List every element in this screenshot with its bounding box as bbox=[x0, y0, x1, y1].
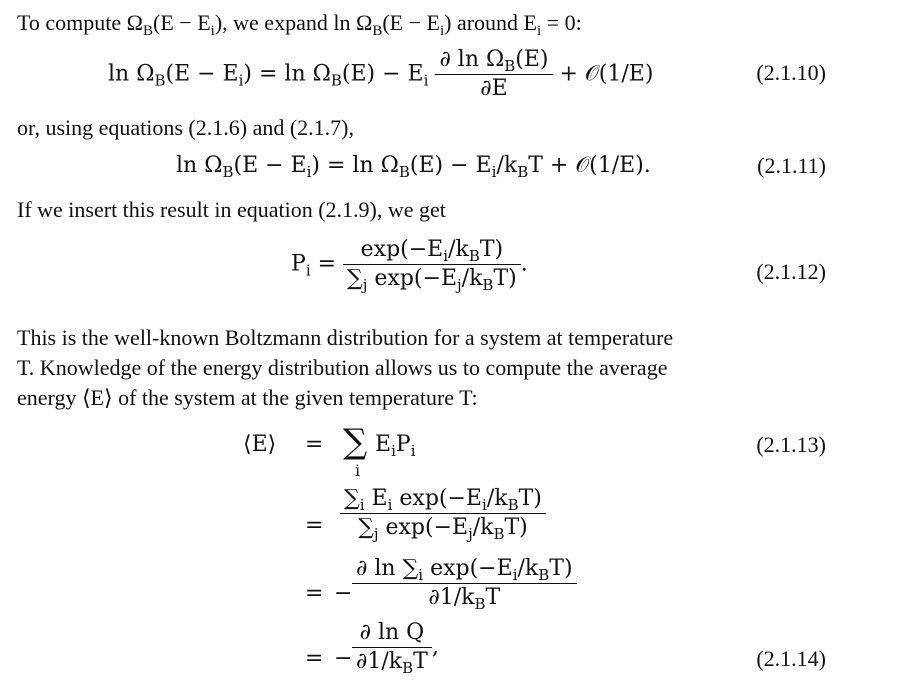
minus-sign: − bbox=[334, 581, 353, 606]
sum-index: i bbox=[355, 461, 361, 480]
equation-2-1-12: $P_i$ = $\frac{\exp(-E_i/k_BT)}{\sum_j \exp(-E_j/k_BT)}$ . bbox=[291, 237, 528, 295]
equals-sign: = bbox=[305, 581, 324, 606]
equals-sign: = bbox=[305, 513, 324, 538]
fraction-derivative: $\frac{\partial \ln \sum_i \exp(-E_i/k_BT)}{\partial 1/k_BT}$ bbox=[352, 557, 577, 610]
paragraph-boltzmann-3: energy ⟨E⟩ of the system at the given temperature T: bbox=[17, 385, 478, 410]
equation-2-1-10: $\ln \Omega_B(E - E_i) = \ln \Omega_B(E) - E_i$ $\frac{\partial \ln \Omega_B(E)}{\partial E}$ + 𝒪(1/E) bbox=[108, 47, 654, 102]
paragraph-intro: To compute $\Omega_B(E - E_i)$, we expand $\ln \Omega_B(E - E_i)$ around $E_i = 0$: bbox=[17, 10, 582, 39]
rhs-sum-terms: $E_iP_i$ bbox=[375, 432, 416, 460]
paragraph-insert: If we insert this result in equation (2.1.9), we get bbox=[17, 197, 446, 222]
equation-number: (2.1.14) bbox=[756, 646, 826, 671]
equation-number: (2.1.12) bbox=[756, 259, 826, 284]
equals-sign: = bbox=[305, 432, 324, 457]
paragraph-boltzmann-1: This is the well-known Boltzmann distribution for a system at temperature bbox=[17, 325, 674, 350]
fraction: $\frac{\partial \ln \Omega_B(E)}{\partial E}$ bbox=[435, 48, 552, 101]
fraction: $\frac{\exp(-E_i/k_BT)}{\sum_j \exp(-E_j/k_BT)}$ bbox=[343, 238, 521, 291]
equation-2-1-11: $\ln \Omega_B(E - E_i) = \ln \Omega_B(E) - E_i/k_BT$ + 𝒪(1/E). bbox=[176, 153, 651, 181]
equation-number: (2.1.13) bbox=[756, 432, 826, 457]
equation-number: (2.1.10) bbox=[756, 60, 826, 85]
fraction-mean-energy: $\frac{\sum_i E_i \exp(-E_i/k_BT)}{\sum_j \exp(-E_j/k_BT)}$ bbox=[340, 487, 546, 540]
paragraph-using: or, using equations (2.1.6) and (2.1.7), bbox=[17, 115, 355, 140]
minus-sign: − bbox=[334, 646, 353, 671]
equation-number: (2.1.11) bbox=[757, 153, 826, 178]
lhs-average-energy: ⟨E⟩ bbox=[243, 432, 277, 457]
fraction-partition: $\frac{\text{∂ ln Q}}{\partial 1/k_BT}$ , bbox=[352, 621, 439, 674]
sum-symbol: ∑ bbox=[343, 422, 368, 462]
paragraph-boltzmann-2: T. Knowledge of the energy distribution allows us to compute the average bbox=[17, 355, 668, 380]
equals-sign: = bbox=[305, 646, 324, 671]
